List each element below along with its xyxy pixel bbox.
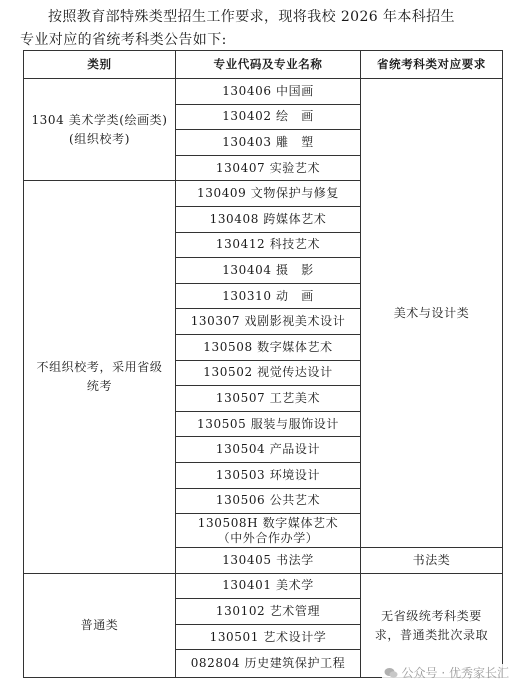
major-cell: 130310 动 画 bbox=[176, 283, 361, 309]
category-cell: 普通类 bbox=[24, 573, 176, 678]
header-requirement: 省统考科类对应要求 bbox=[361, 51, 503, 79]
major-cell: 130502 视觉传达设计 bbox=[176, 360, 361, 386]
major-cell: 130408 跨媒体艺术 bbox=[176, 206, 361, 232]
major-cell: 130505 服装与服饰设计 bbox=[176, 411, 361, 437]
requirement-cell: 无省级统考科类要 求，普通类批次录取 bbox=[361, 573, 503, 678]
major-cell: 130307 戏剧影视美术设计 bbox=[176, 309, 361, 335]
major-cell: 130508 数字媒体艺术 bbox=[176, 334, 361, 360]
major-cell: 130405 书法学 bbox=[176, 548, 361, 574]
major-cell: 130412 科技艺术 bbox=[176, 232, 361, 258]
major-cell: 130102 艺术管理 bbox=[176, 599, 361, 625]
major-cell: 130503 环境设计 bbox=[176, 462, 361, 488]
major-cell: 130507 工艺美术 bbox=[176, 386, 361, 412]
major-cell: 130403 雕 塑 bbox=[176, 130, 361, 156]
major-cell: 130504 产品设计 bbox=[176, 437, 361, 463]
intro-line-1: 按照教育部特殊类型招生工作要求，现将我校 2026 年本科招生 bbox=[48, 9, 455, 25]
category-cell: 1304 美术学类(绘画类) (组织校考) bbox=[24, 79, 176, 181]
major-cell: 082804 历史建筑保护工程 bbox=[176, 650, 361, 678]
major-requirements-table bbox=[23, 50, 503, 678]
major-cell: 130409 文物保护与修复 bbox=[176, 181, 361, 207]
table-row bbox=[24, 79, 503, 105]
intro-line-2: 专业对应的省统考科类公告如下: bbox=[20, 32, 227, 48]
table-row bbox=[24, 573, 503, 599]
major-cell: 130407 实验艺术 bbox=[176, 155, 361, 181]
watermark bbox=[382, 664, 511, 681]
major-cell: 130404 摄 影 bbox=[176, 258, 361, 284]
category-cell: 不组织校考，采用省级 统考 bbox=[24, 181, 176, 573]
intro-paragraph bbox=[20, 6, 500, 52]
major-cell: 130501 艺术设计学 bbox=[176, 624, 361, 650]
requirement-cell: 书法类 bbox=[361, 548, 503, 574]
major-cell: 130402 绘 画 bbox=[176, 104, 361, 130]
major-cell: 130401 美术学 bbox=[176, 573, 361, 599]
watermark-text: 公众号 · 优秀家长汇 bbox=[401, 666, 509, 680]
wechat-icon bbox=[384, 667, 398, 679]
major-cell: 130406 中国画 bbox=[176, 79, 361, 105]
table-header-row bbox=[24, 51, 503, 79]
major-cell: 130508H 数字媒体艺术 （中外合作办学） bbox=[176, 514, 361, 548]
requirement-cell: 美术与设计类 bbox=[361, 79, 503, 548]
header-category: 类别 bbox=[24, 51, 176, 79]
major-cell: 130506 公共艺术 bbox=[176, 488, 361, 514]
header-major: 专业代码及专业名称 bbox=[176, 51, 361, 79]
